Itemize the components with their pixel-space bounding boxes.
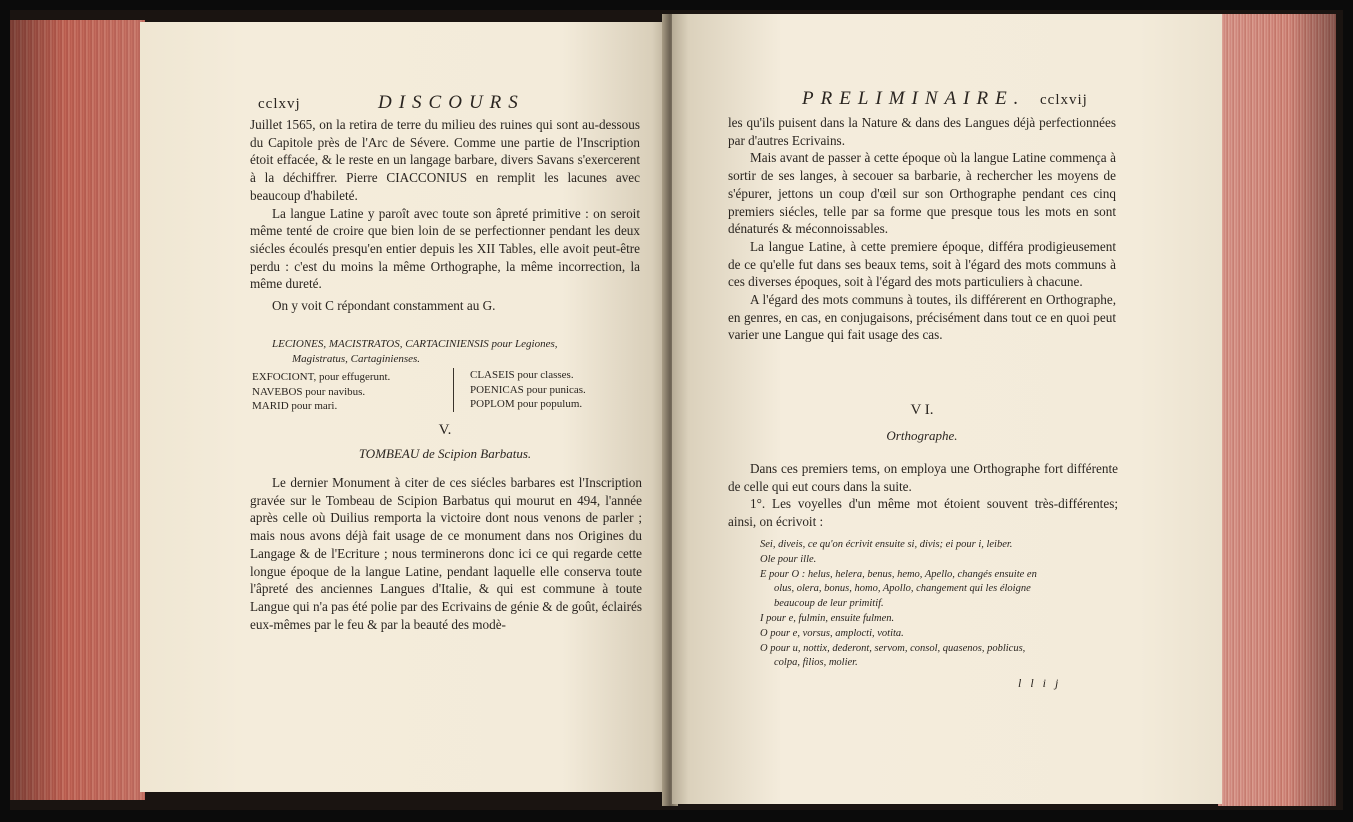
list-item: beaucoup de leur primitif. — [774, 598, 884, 610]
right-section-title: Orthographe. — [886, 428, 958, 443]
left-paragraph-4: Le dernier Monument à citer de ces siécles barbares est l'Inscription gravée sur le Tombeau de Scipion Barbatus qui mourut en 494, l'année après celle où Duilius remporta la victoire dont nous venons de parler ; mais nous avons déjà fait usage de ce monument dans nos Origines du Langage & de l'Ecriture ; nous terminerons donc ici ce qui regarde cette longue époque de la langue Latine, pendant laquelle elle conserva toute l'âpreté des anciennes Langues d'Italie, & qui est commune à toute Langue qui n'a pas été polie par des Ecrivains de génie & de goût, éclairés eux-mêmes par le feu & par la beauté des modè- — [250, 475, 642, 632]
left-section-number: V. — [438, 422, 452, 438]
example-right-1: CLASEIS pour classes. — [470, 369, 574, 381]
example-left-1: EXFOCIONT, pour effugerunt. — [252, 371, 391, 383]
signature-mark: l l i j — [1018, 676, 1062, 690]
left-paragraph-1: Juillet 1565, on la retira de terre du milieu des ruines qui sont au-dessous du Capitole près de l'Arc de Sévere. Comme une partie de l'Inscription étoit effacée, & le reste en un langage barbare, divers Savans s'exercerent à la déchiffrer. Pierre CIACCONIUS en remplit les lacunes avec beaucoup d'habileté. — [250, 117, 640, 203]
example-left-3: MARID pour mari. — [252, 400, 338, 412]
list-item: Ole pour ille. — [760, 553, 817, 565]
example-left-2: NAVEBOS pour navibus. — [252, 385, 366, 398]
right-paragraph-3: La langue Latine, à cette premiere époque, différa prodigieusement de ce qu'elle fut dans ses beaux tems, soit à l'égard des mots communs à ces diverses époques, soit à l'égard des mots particuliers à chacune. — [728, 238, 1116, 290]
left-section-title: TOMBEAU de Scipion Barbatus. — [358, 446, 532, 461]
column-divider — [453, 368, 454, 412]
examples-line-2: Magistratus, Cartaginienses. — [292, 353, 421, 365]
list-item: E pour O : helus, helera, benus, hemo, Apello, changés ensuite en — [760, 568, 1037, 580]
list-item: Sei, diveis, ce qu'on écrivit ensuite si, divis; ei pour i, leiber. — [760, 539, 1013, 550]
left-paragraph-3: On y voit C répondant constamment au G. — [272, 298, 496, 314]
examples-line-1: LECIONES, MACISTRATOS, CARTACINIENSIS pour Legiones, — [272, 338, 558, 350]
right-section-number: V I. — [910, 402, 934, 418]
example-column-right — [470, 368, 650, 412]
left-text-block-1 — [250, 116, 640, 315]
right-page-number: cclxvij — [1040, 92, 1088, 108]
left-paragraph-2: La langue Latine y paroît avec toute son âpreté primitive : on seroit même tenté de croire que bien loin de se perfectionner pendant les deux siécles écoulés presqu'en entier depuis les XII Tables, elle avoit peut-être perdu : c'est du moins la même Orthographe, la même incorrection, la même dureté. — [250, 205, 640, 292]
left-text-block-2 — [250, 474, 642, 633]
left-running-head: DISCOURS — [378, 92, 525, 113]
list-item: olus, olera, bonus, homo, Apollo, changement qui les éloigne — [774, 583, 1031, 595]
page-edges-right-shade — [1218, 14, 1336, 806]
right-paragraph-4: A l'égard des mots communs à toutes, ils différerent en Orthographe, en genres, en cas, en conjugaisons, précisément dans tout ce en quoi peut varier une Langue qui fait usage des cas. — [728, 292, 1116, 343]
example-right-3: POPLOM pour populum. — [470, 398, 583, 410]
right-page — [672, 14, 1222, 804]
right-text-block-2 — [728, 460, 1118, 531]
page-edges-left-shade — [10, 20, 145, 800]
left-page-number: cclxvj — [258, 96, 301, 112]
right-paragraph-5: Dans ces premiers tems, on employa une Orthographe fort différente de celle qui eut cours dans la suite. — [728, 461, 1118, 494]
left-page — [140, 22, 668, 792]
list-item: O pour e, vorsus, amplocti, votita. — [760, 627, 904, 639]
right-running-head: PRELIMINAIRE. — [802, 88, 1026, 109]
example-right-2: POENICAS pour punicas. — [470, 383, 586, 396]
example-column-left — [252, 370, 442, 414]
list-item: colpa, filios, molier. — [774, 657, 858, 669]
right-paragraph-1: les qu'ils puisent dans la Nature & dans des Langues déjà perfectionnées par d'autres Ecrivains. — [728, 115, 1116, 148]
list-item: I pour e, fulmin, ensuite fulmen. — [760, 612, 895, 624]
right-text-block-1 — [728, 114, 1116, 344]
right-paragraph-2: Mais avant de passer à cette époque où la langue Latine commença à sortir de ses langes, à secouer sa barbarie, à rechercher les moyens de s'épurer, jettons un coup d'œil sur son Orthographe pendant ces cinq premiers siécles, telle par sa forme que presque tous les mots en sont dénaturés & méconnoissables. — [728, 150, 1116, 237]
right-paragraph-6: 1°. Les voyelles d'un même mot étoient souvent très-différentes; ainsi, on écrivoit : — [728, 496, 1118, 530]
list-item: O pour u, nottix, dederont, servom, consol, quasenos, poblicus, — [760, 642, 1026, 654]
orthography-list — [760, 538, 1120, 671]
